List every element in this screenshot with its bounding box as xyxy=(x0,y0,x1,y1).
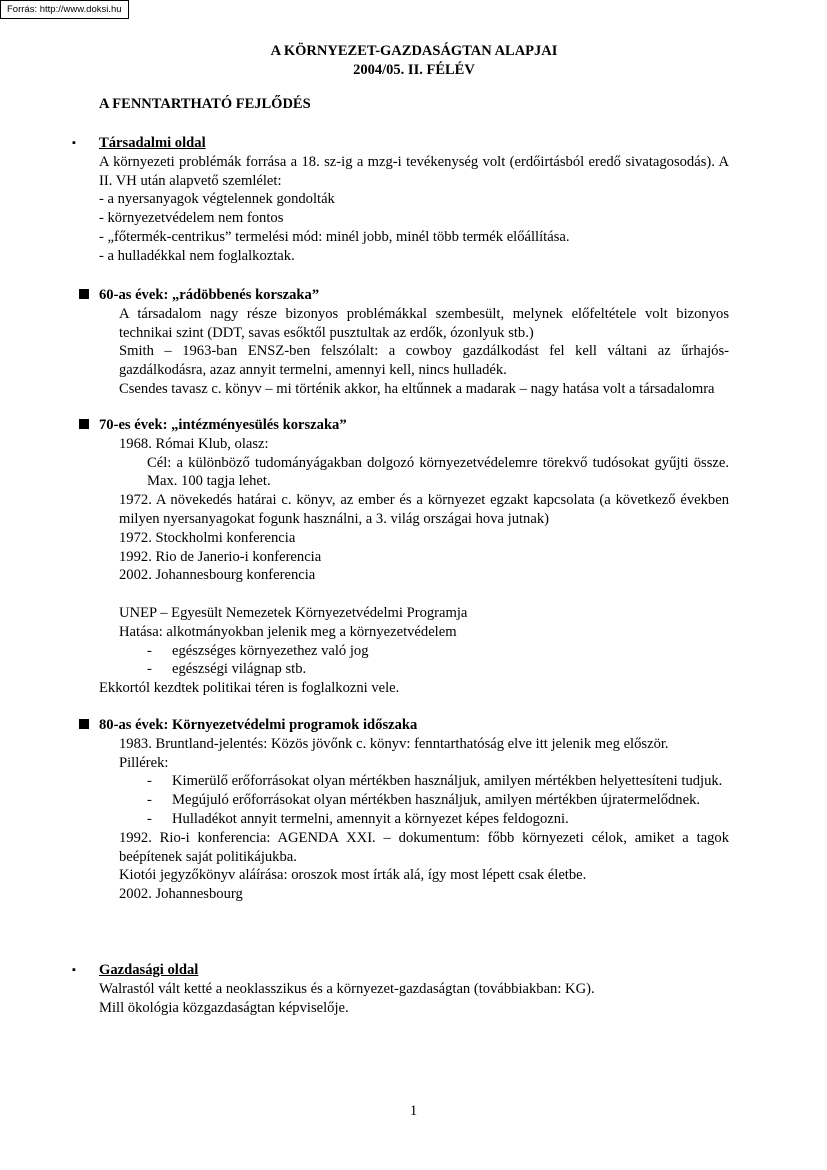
economic-section xyxy=(72,961,729,1017)
club-line: 1968. Római Klub, olasz: xyxy=(119,435,269,452)
pillar-item: - Kimerülő erőforrásokat olyan mértékben használjuk, amilyen mértékben helyettesíteni tudjuk. xyxy=(147,773,723,790)
kyoto-line: Kiotói jegyzőkönyv aláírása: oroszok most írták alá, így most lépett csak életbe. xyxy=(119,867,587,884)
economic-line: Mill ökológia közgazdaságtan képviselője. xyxy=(99,999,349,1016)
list-item: - környezetvédelem nem fontos xyxy=(99,210,284,227)
social-intro: A környezeti problémák forrása a 18. sz-ig a mzg-i tevékenység volt (erdőirtásból eredő sivatagosodás). A II. VH után alapvető szemlélet: xyxy=(99,153,729,189)
unep-line: UNEP – Egyesült Nemezetek Környezetvédelmi Programja xyxy=(119,604,468,621)
social-section xyxy=(72,134,729,266)
economic-heading: Gazdasági oldal xyxy=(99,962,199,978)
rio-line: 1992. Rio-i konferencia: AGENDA XXI. – dokumentum: főbb környezeti célok, amiket a tagok beépítenek saját politikájukba. xyxy=(119,829,729,865)
seventies-heading: 70-es évek: „intézményesülés korszaka” xyxy=(99,417,347,433)
list-item: - egészséges környezethez való jog xyxy=(147,642,369,659)
johannesburg-line: 2002. Johannesbourg xyxy=(119,886,243,903)
seventies-section xyxy=(99,416,729,698)
document-title: A KÖRNYEZET-GAZDASÁGTAN ALAPJAI xyxy=(270,43,558,59)
square-bullet-icon xyxy=(79,719,89,729)
closing-line: Ekkortól kezdtek politikai téren is foglalkozni vele. xyxy=(99,680,400,697)
eighties-section xyxy=(99,716,729,904)
source-label: Forrás: http://www.doksi.hu xyxy=(0,0,129,19)
conference-item: 1992. Rio de Janerio-i konferencia xyxy=(119,548,322,565)
pillar-text: Megújuló erőforrásokat olyan mértékben használjuk, amilyen mértékben újratermelődnek. xyxy=(172,792,701,809)
pillar-text: Hulladékot annyit termelni, amennyit a környezet képes feldogozni. xyxy=(172,810,569,827)
square-bullet-icon xyxy=(79,419,89,429)
paragraph: Csendes tavasz c. könyv – mi történik akkor, ha eltűnnek a madarak – nagy hatása volt a társadalomra xyxy=(119,380,715,397)
social-heading: Társadalmi oldal xyxy=(99,135,206,151)
effect-line: Hatása: alkotmányokban jelenik meg a környezetvédelem xyxy=(119,623,457,640)
paragraph: Smith – 1963-ban ENSZ-ben felszólalt: a cowboy gazdálkodást fel kell váltani az űrhajós-gazdálkodásra, azaz annyit termelni, amennyi kell, nincs hulladék. xyxy=(119,343,729,379)
sixties-heading: 60-as évek: „rádöbbenés korszaka” xyxy=(99,287,320,303)
sixties-section xyxy=(99,286,729,399)
conference-item: 2002. Johannesbourg konferencia xyxy=(119,567,316,584)
page-number: 1 xyxy=(409,1103,418,1119)
bruntland-line: 1983. Bruntland-jelentés: Közös jövőnk c. könyv: fenntarthatóság elve itt jelenik meg először. xyxy=(119,735,669,752)
small-square-bullet-icon: ▪ xyxy=(72,964,76,976)
list-item: - „főtermék-centrikus” termelési mód: minél jobb, minél több termék előállítása. xyxy=(99,228,570,245)
small-square-bullet-icon: ▪ xyxy=(72,137,76,149)
list-item-text: egészséges környezethez való jog xyxy=(172,642,369,659)
list-item-text: egészségi világnap stb. xyxy=(172,661,307,678)
pillar-text: Kimerülő erőforrásokat olyan mértékben használjuk, amilyen mértékben helyettesíteni tudjuk. xyxy=(172,773,723,790)
conference-item: 1972. Stockholmi konferencia xyxy=(119,529,296,546)
document-subtitle: 2004/05. II. FÉLÉV xyxy=(353,62,475,78)
pillar-item: - Hulladékot annyit termelni, amennyit a környezet képes feldogozni. xyxy=(147,810,569,827)
section-heading: A FENNTARTHATÓ FEJLŐDÉS xyxy=(99,96,311,112)
square-bullet-icon xyxy=(79,289,89,299)
list-item: - a hulladékkal nem foglalkoztak. xyxy=(99,247,295,264)
list-item: - egészségi világnap stb. xyxy=(147,661,307,678)
pillar-item: - Megújuló erőforrásokat olyan mértékben használjuk, amilyen mértékben újratermelődnek. xyxy=(147,792,701,809)
economic-line: Walrastól vált ketté a neoklasszikus és a környezet-gazdaságtan (továbbiakban: KG). xyxy=(99,980,595,997)
book-line: 1972. A növekedés határai c. könyv, az ember és a környezet egzakt kapcsolata (a következő években milyen nyersanyagokat fogunk használni, a 3. világ országai hova jutnak) xyxy=(119,492,729,527)
paragraph: A társadalom nagy része bizonyos problémákkal szembesült, melynek előfeltétele volt bizonyos technikai szint (DDT, savas esőktől pusztultak az erdők, ózonlyuk stb.) xyxy=(119,305,729,341)
eighties-heading: 80-as évek: Környezetvédelmi programok időszaka xyxy=(99,717,418,733)
club-goal: Cél: a különböző tudományágakban dolgozó környezetvédelemre törekvő tudósokat gyűjti össze. Max. 100 tagja lehet. xyxy=(147,454,729,490)
list-item: - a nyersanyagok végtelennek gondolták xyxy=(99,191,335,208)
pillars-label: Pillérek: xyxy=(119,754,169,771)
